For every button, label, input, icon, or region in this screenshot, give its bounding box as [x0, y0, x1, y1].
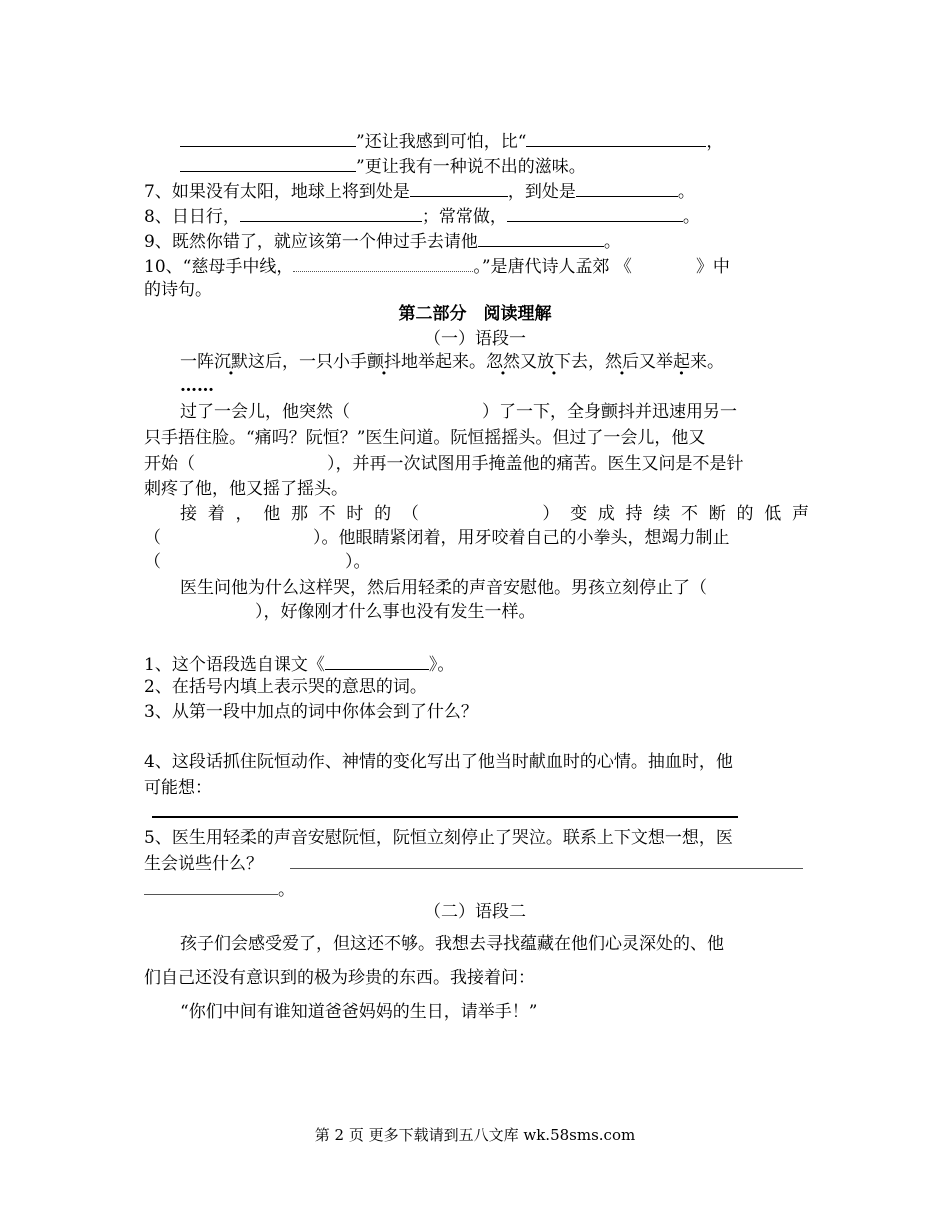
- blank[interactable]: [180, 153, 356, 172]
- emphasis-word: 沉默: [214, 352, 248, 372]
- question-5-line-1: 5、医生用轻柔的声音安慰阮恒，阮恒立刻停止了哭泣。联系上下文想一想，医: [144, 828, 733, 848]
- question-5-line-2: 生会说些什么？: [144, 854, 263, 874]
- emphasis-word: 放下: [537, 352, 571, 372]
- question-9: 9、既然你错了，就应该第一个伸过手去请他 。: [144, 228, 809, 254]
- passage-1-heading: （一）语段一: [424, 329, 526, 349]
- answer-line[interactable]: [290, 868, 803, 869]
- blank[interactable]: [240, 203, 422, 222]
- blank[interactable]: [410, 178, 508, 197]
- ellipsis: ……: [180, 376, 214, 396]
- emphasis-word: 举起来: [656, 352, 707, 372]
- question-3: 3、从第一段中加点的词中你体会到了什么？: [144, 702, 478, 722]
- blank[interactable]: [293, 253, 473, 272]
- emphasis-word: 然后: [605, 352, 639, 372]
- blank[interactable]: [144, 876, 278, 895]
- emphasis-word: 忽然: [486, 352, 520, 372]
- answer-line[interactable]: [152, 816, 738, 818]
- blank[interactable]: [576, 178, 678, 197]
- paren-blank[interactable]: [430, 502, 532, 528]
- blank[interactable]: [478, 228, 604, 247]
- passage-1-para-3-line-2: （ ）。他眼睛紧闭着，用牙咬着自己的小拳头，想竭力制止: [144, 528, 730, 548]
- passage-1-para-1: 一阵沉默这后，一只小手颤抖地举起来。忽然又放下去，然后又举起来。: [180, 352, 724, 372]
- passage-1-para-2-line-4: 刺疼了他，他又摇了摇头。: [144, 479, 348, 499]
- fill-line-1: ”还让我感到可怕，比“ ，: [180, 128, 845, 154]
- question-4-line-1: 4、这段话抓住阮恒动作、神情的变化写出了他当时献血时的心情。抽血时，他: [144, 752, 733, 772]
- question-7: 7、如果没有太阳，地球上将到处是 ，到处是 。: [144, 178, 809, 204]
- passage-2-heading: （二）语段二: [424, 902, 526, 922]
- passage-1-para-3-line-3: （ ）。: [144, 552, 371, 572]
- passage-2-line-2: 们自己还没有意识到的极为珍贵的东西。我接着问：: [144, 968, 535, 988]
- fill-line-2: ”更让我有一种说不出的滋味。: [180, 153, 845, 179]
- section-title: 第二部分 阅读理解: [398, 304, 552, 324]
- passage-1-para-4-line-2: ），好像刚才什么事也没有发生一样。: [255, 602, 536, 622]
- passage-1-para-2-line-3: 开始（ ），并再一次试图用手掩盖他的痛苦。医生又问是不是针: [144, 454, 744, 474]
- question-2: 2、在括号内填上表示哭的意思的词。: [144, 677, 427, 697]
- question-8: 8、日日行， ；常常做， 。: [144, 203, 809, 229]
- passage-1-para-3-line-1: 接 着 ， 他 那 不 时 的 （ ） 变 成 持 续 不 断 的 低 声: [180, 502, 809, 528]
- passage-1-para-2-line-1: 过了一会儿，他突然（ ）了一下，全身颤抖并迅速用另一: [180, 402, 737, 422]
- passage-1-para-4-line-1: 医生问他为什么这样哭，然后用轻柔的声音安慰他。男孩立刻停止了（: [180, 578, 707, 598]
- emphasis-word: 颤抖: [367, 352, 401, 372]
- blank[interactable]: [325, 651, 429, 670]
- passage-1-para-2-line-2: 只手捂住脸。“痛吗？阮恒？”医生问道。阮恒摇摇头。但过了一会儿，他又: [144, 428, 706, 448]
- question-4-line-2: 可能想：: [144, 778, 212, 798]
- passage-2-line-3: “你们中间有谁知道爸爸妈妈的生日，请举手！”: [180, 1002, 538, 1022]
- question-1: 1、这个语段选自课文《 》。: [144, 651, 809, 677]
- question-10: 10、“慈母手中线， 。”是唐代诗人孟郊 《 》中: [144, 253, 809, 279]
- passage-2-line-1: 孩子们会感受爱了，但这还不够。我想去寻找蕴藏在他们心灵深处的、他: [180, 934, 724, 954]
- blank[interactable]: [180, 128, 356, 147]
- question-5-line-3: 。: [144, 876, 809, 902]
- blank[interactable]: [507, 203, 683, 222]
- page-footer: 第 2 页 更多下载请到五八文库 wk.58sms.com: [314, 1126, 636, 1144]
- blank[interactable]: [526, 128, 706, 147]
- question-10-cont: 的诗句。: [144, 280, 212, 300]
